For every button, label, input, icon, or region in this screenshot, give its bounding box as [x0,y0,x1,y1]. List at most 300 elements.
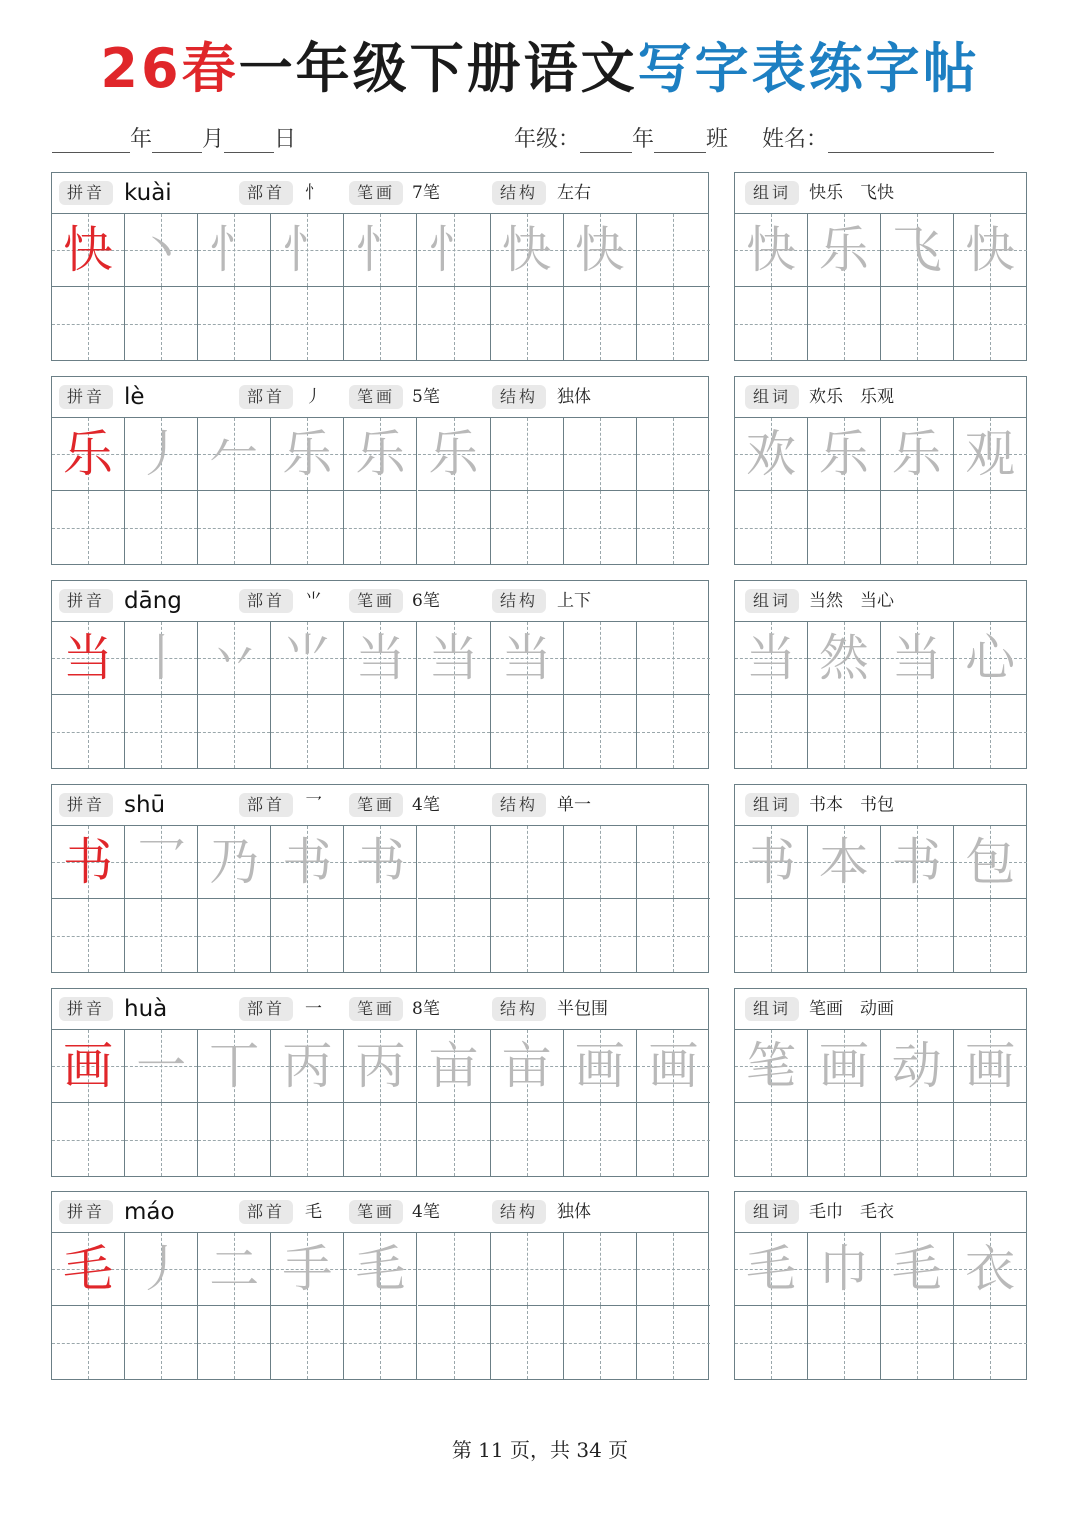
radical-tag: 部首 [239,1200,293,1224]
writing-cell[interactable] [344,214,417,287]
word-cell[interactable] [954,695,1027,768]
char-info-header [52,1192,708,1233]
word-cell[interactable] [881,418,954,491]
char-info-header [52,785,708,826]
writing-cell[interactable] [564,491,637,564]
word-trace-character: 书 [891,833,942,891]
stroke-order-character: 乐 [282,425,333,483]
word-trace-character: 包 [965,833,1016,891]
stroke-order-character: 书 [355,833,406,891]
writing-cell[interactable] [198,899,271,972]
stroke-order-character: 一 [136,1037,187,1095]
word-cell[interactable] [808,695,881,768]
writing-cell[interactable] [271,214,344,287]
writing-cell[interactable] [125,287,198,360]
date-line [52,122,296,154]
writing-cell[interactable] [564,826,637,899]
structure-tag: 结构 [492,793,546,817]
writing-cell[interactable] [637,418,710,491]
writing-cell[interactable] [344,491,417,564]
writing-cell[interactable] [271,695,344,768]
word-cell[interactable] [954,418,1027,491]
writing-cell[interactable] [491,491,564,564]
word-trace-character: 书 [745,833,796,891]
strokes-tag: 笔画 [349,793,403,817]
stroke-order-character: ⺌ [282,629,333,687]
word-cell[interactable] [881,695,954,768]
writing-cell[interactable] [198,826,271,899]
word-cell[interactable] [808,491,881,564]
grade-year-label: 年 [632,127,655,152]
writing-cell[interactable] [271,622,344,695]
strokes-value: 4笔 [412,1202,440,1222]
writing-cell[interactable] [637,1306,710,1379]
word-cell[interactable] [735,1030,808,1103]
writing-cell[interactable] [491,826,564,899]
writing-cell[interactable] [125,1306,198,1379]
word-trace-character: 然 [818,629,869,687]
writing-cell[interactable] [564,695,637,768]
word-cell[interactable] [735,287,808,360]
radical-tag: 部首 [239,181,293,205]
writing-cell[interactable] [418,491,491,564]
strokes-tag: 笔画 [349,1200,403,1224]
radical-tag: 部首 [239,793,293,817]
stroke-order-character: 乐 [355,425,406,483]
word-cell[interactable] [808,287,881,360]
word-cell[interactable] [808,826,881,899]
writing-cell[interactable] [344,287,417,360]
pinyin-value: dāng [124,588,182,614]
writing-cell[interactable] [271,1030,344,1103]
word-cell[interactable] [808,418,881,491]
word-trace-character: 毛 [745,1240,796,1298]
word-cell[interactable] [954,1233,1027,1306]
writing-cell[interactable] [198,418,271,491]
writing-cell[interactable] [637,287,710,360]
title-blue: 写字表练字帖 [637,37,980,100]
char-practice-block [51,988,709,1177]
radical-value: ⺌ [305,591,322,611]
writing-cell[interactable] [125,695,198,768]
writing-cell[interactable] [271,826,344,899]
writing-cell[interactable] [271,1103,344,1176]
char-practice-block [51,784,709,973]
word-cell[interactable] [881,1103,954,1176]
writing-cell[interactable] [52,418,125,491]
writing-cell[interactable] [198,1103,271,1176]
pinyin-value: lè [124,384,145,410]
structure-tag: 结构 [492,589,546,613]
model-character: 快 [63,221,114,279]
writing-cell[interactable] [418,287,491,360]
structure-tag: 结构 [492,181,546,205]
writing-cell[interactable] [52,287,125,360]
model-character: 书 [63,833,114,891]
writing-cell[interactable] [637,826,710,899]
writing-cell[interactable] [491,1306,564,1379]
stroke-order-character: 毛 [355,1240,406,1298]
word-trace-character: 快 [965,221,1016,279]
words-tag: 组词 [745,997,799,1021]
writing-cell[interactable] [491,418,564,491]
writing-cell[interactable] [564,899,637,972]
stroke-order-character: 忄 [428,221,479,279]
word-trace-character: 毛 [891,1240,942,1298]
writing-cell[interactable] [198,1030,271,1103]
word-cell[interactable] [881,899,954,972]
pinyin-value: kuài [124,180,172,206]
writing-cell[interactable] [52,1306,125,1379]
writing-cell[interactable] [418,1030,491,1103]
word-trace-character: 画 [965,1037,1016,1095]
stroke-order-character: 快 [501,221,552,279]
word-trace-character: 画 [818,1037,869,1095]
word-cell[interactable] [735,491,808,564]
strokes-tag: 笔画 [349,997,403,1021]
writing-cell[interactable] [418,899,491,972]
word-cell[interactable] [881,622,954,695]
writing-cell[interactable] [52,1030,125,1103]
writing-cell[interactable] [125,214,198,287]
word-cell[interactable] [808,1030,881,1103]
word-practice-block [734,1191,1027,1380]
writing-grid [52,418,708,564]
stroke-order-character: 忄 [209,221,260,279]
radical-tag: 部首 [239,385,293,409]
writing-cell[interactable] [418,1233,491,1306]
writing-cell[interactable] [198,695,271,768]
word-trace-character: 乐 [818,425,869,483]
word-practice-block [734,376,1027,565]
stroke-order-character: 丅 [209,1037,260,1095]
writing-cell[interactable] [564,1030,637,1103]
word-cell[interactable] [954,899,1027,972]
word-cell[interactable] [954,1030,1027,1103]
pinyin-tag: 拼音 [59,997,113,1021]
word-grid [735,826,1026,972]
writing-cell[interactable] [491,899,564,972]
words-value: 当然 当心 [809,591,894,611]
strokes-value: 7笔 [412,183,440,203]
word-trace-character: 衣 [965,1240,1016,1298]
word-cell[interactable] [881,1030,954,1103]
stroke-order-character: 画 [574,1037,625,1095]
word-cell[interactable] [735,418,808,491]
word-cell[interactable] [735,899,808,972]
stroke-order-character: 当 [501,629,552,687]
stroke-order-character: 丷 [209,629,260,687]
stroke-order-character: 丙 [282,1037,333,1095]
pinyin-tag: 拼音 [59,385,113,409]
words-tag: 组词 [745,181,799,205]
char-info-header [52,989,708,1030]
writing-cell[interactable] [564,1233,637,1306]
writing-cell[interactable] [52,622,125,695]
strokes-tag: 笔画 [349,589,403,613]
writing-cell[interactable] [52,214,125,287]
word-cell[interactable] [881,1306,954,1379]
word-cell[interactable] [881,826,954,899]
words-tag: 组词 [745,589,799,613]
writing-cell[interactable] [637,1030,710,1103]
word-cell[interactable] [881,491,954,564]
pinyin-tag: 拼音 [59,181,113,205]
writing-cell[interactable] [52,1233,125,1306]
writing-cell[interactable] [344,826,417,899]
writing-cell[interactable] [564,214,637,287]
writing-cell[interactable] [637,622,710,695]
radical-tag: 部首 [239,589,293,613]
word-cell[interactable] [735,695,808,768]
pinyin-tag: 拼音 [59,793,113,817]
writing-cell[interactable] [344,1030,417,1103]
word-cell[interactable] [808,1306,881,1379]
writing-cell[interactable] [564,622,637,695]
word-header [735,989,1026,1030]
stroke-order-character: 当 [355,629,406,687]
stroke-order-character: 丿 [136,425,187,483]
writing-cell[interactable] [564,287,637,360]
word-header [735,377,1026,418]
title-red: 26春 [100,37,239,100]
word-cell[interactable] [808,1233,881,1306]
writing-cell[interactable] [637,1103,710,1176]
writing-grid [52,826,708,972]
grade-label: 年级： [514,127,581,152]
writing-cell[interactable] [637,491,710,564]
writing-cell[interactable] [198,491,271,564]
word-cell[interactable] [881,287,954,360]
model-character: 当 [63,629,114,687]
word-cell[interactable] [808,214,881,287]
writing-cell[interactable] [271,1233,344,1306]
stroke-order-character: 忄 [355,221,406,279]
year-label: 年 [130,127,153,152]
model-character: 毛 [63,1240,114,1298]
stroke-order-character: 书 [282,833,333,891]
word-cell[interactable] [808,899,881,972]
writing-cell[interactable] [125,1233,198,1306]
pinyin-value: shū [124,792,166,818]
stroke-order-character: 亩 [428,1037,479,1095]
writing-cell[interactable] [125,418,198,491]
word-cell[interactable] [808,622,881,695]
title-black: 一年级下册语文 [238,37,638,100]
word-header [735,1192,1026,1233]
word-trace-character: 动 [891,1037,942,1095]
word-cell[interactable] [954,1103,1027,1176]
words-tag: 组词 [745,385,799,409]
writing-cell[interactable] [52,899,125,972]
writing-cell[interactable] [637,695,710,768]
word-cell[interactable] [954,491,1027,564]
structure-value: 独体 [557,387,591,407]
word-header [735,581,1026,622]
writing-cell[interactable] [52,491,125,564]
word-practice-block [734,784,1027,973]
word-cell[interactable] [735,1306,808,1379]
writing-cell[interactable] [344,1233,417,1306]
stroke-order-character: 画 [648,1037,699,1095]
model-character: 乐 [63,425,114,483]
writing-cell[interactable] [418,695,491,768]
writing-cell[interactable] [491,1233,564,1306]
writing-cell[interactable] [52,1103,125,1176]
writing-cell[interactable] [418,826,491,899]
word-cell[interactable] [954,287,1027,360]
stroke-order-character: 乃 [209,833,260,891]
writing-cell[interactable] [125,491,198,564]
word-cell[interactable] [954,214,1027,287]
radical-value: 忄 [305,183,322,203]
writing-cell[interactable] [52,695,125,768]
word-cell[interactable] [735,1233,808,1306]
strokes-value: 8笔 [412,999,440,1019]
class-blank[interactable] [654,127,706,153]
words-tag: 组词 [745,793,799,817]
pinyin-tag: 拼音 [59,1200,113,1224]
word-cell[interactable] [735,214,808,287]
writing-cell[interactable] [344,1306,417,1379]
char-practice-block [51,172,709,361]
writing-cell[interactable] [491,1103,564,1176]
word-practice-block [734,580,1027,769]
writing-cell[interactable] [344,622,417,695]
pinyin-value: máo [124,1199,175,1225]
char-practice-block [51,1191,709,1380]
writing-cell[interactable] [125,1103,198,1176]
writing-cell[interactable] [418,1306,491,1379]
writing-cell[interactable] [125,622,198,695]
word-trace-character: 当 [891,629,942,687]
word-practice-block [734,988,1027,1177]
stroke-order-character: 二 [209,1240,260,1298]
writing-cell[interactable] [271,418,344,491]
radical-tag: 部首 [239,997,293,1021]
month-blank[interactable] [152,127,202,153]
word-trace-character: 飞 [891,221,942,279]
writing-cell[interactable] [564,418,637,491]
writing-cell[interactable] [271,491,344,564]
pinyin-tag: 拼音 [59,589,113,613]
structure-value: 上下 [557,591,591,611]
word-cell[interactable] [881,214,954,287]
char-practice-block [51,376,709,565]
words-tag: 组词 [745,1200,799,1224]
word-cell[interactable] [808,1103,881,1176]
writing-cell[interactable] [271,899,344,972]
writing-cell[interactable] [637,214,710,287]
radical-value: 一 [305,999,322,1019]
writing-cell[interactable] [418,622,491,695]
month-label: 月 [202,127,225,152]
writing-grid [52,1233,708,1379]
word-grid [735,1233,1026,1379]
word-trace-character: 当 [745,629,796,687]
word-trace-character: 快 [745,221,796,279]
day-blank[interactable] [224,127,274,153]
word-trace-character: 本 [818,833,869,891]
writing-cell[interactable] [125,899,198,972]
writing-cell[interactable] [418,214,491,287]
word-grid [735,1030,1026,1176]
page-title [0,34,1080,104]
writing-cell[interactable] [637,899,710,972]
name-blank[interactable] [828,127,994,153]
word-cell[interactable] [954,622,1027,695]
writing-cell[interactable] [344,418,417,491]
writing-cell[interactable] [198,622,271,695]
word-cell[interactable] [735,826,808,899]
stroke-order-character: 忄 [282,221,333,279]
structure-tag: 结构 [492,1200,546,1224]
writing-cell[interactable] [271,287,344,360]
radical-value: 丿 [305,387,322,407]
word-cell[interactable] [954,826,1027,899]
word-trace-character: 乐 [818,221,869,279]
writing-cell[interactable] [344,695,417,768]
words-value: 书本 书包 [809,795,894,815]
radical-value: 乛 [305,795,322,815]
writing-cell[interactable] [198,1306,271,1379]
word-trace-character: 心 [965,629,1016,687]
writing-cell[interactable] [52,826,125,899]
word-cell[interactable] [881,1233,954,1306]
stroke-order-character: 𠂉 [209,425,260,483]
word-cell[interactable] [954,1306,1027,1379]
writing-cell[interactable] [344,899,417,972]
writing-cell[interactable] [491,1030,564,1103]
writing-cell[interactable] [564,1306,637,1379]
char-info-header [52,581,708,622]
structure-value: 单一 [557,795,591,815]
writing-cell[interactable] [491,287,564,360]
word-cell[interactable] [735,622,808,695]
writing-cell[interactable] [198,214,271,287]
char-info-header [52,377,708,418]
year-blank[interactable] [52,127,130,153]
writing-cell[interactable] [344,1103,417,1176]
writing-cell[interactable] [125,1030,198,1103]
writing-cell[interactable] [491,622,564,695]
word-cell[interactable] [735,1103,808,1176]
student-line [514,122,994,154]
strokes-value: 5笔 [412,387,440,407]
stroke-order-character: 手 [282,1240,333,1298]
words-value: 欢乐 乐观 [809,387,894,407]
word-grid [735,622,1026,768]
stroke-order-character: 当 [428,629,479,687]
stroke-order-character: 快 [574,221,625,279]
structure-tag: 结构 [492,385,546,409]
writing-cell[interactable] [491,214,564,287]
writing-cell[interactable] [125,826,198,899]
writing-cell[interactable] [198,287,271,360]
writing-cell[interactable] [418,418,491,491]
radical-value: 毛 [305,1202,322,1222]
writing-grid [52,622,708,768]
writing-cell[interactable] [564,1103,637,1176]
grade-blank[interactable] [580,127,632,153]
writing-cell[interactable] [271,1306,344,1379]
writing-cell[interactable] [491,695,564,768]
writing-cell[interactable] [418,1103,491,1176]
writing-cell[interactable] [637,1233,710,1306]
writing-cell[interactable] [198,1233,271,1306]
word-trace-character: 巾 [818,1240,869,1298]
char-practice-block [51,580,709,769]
